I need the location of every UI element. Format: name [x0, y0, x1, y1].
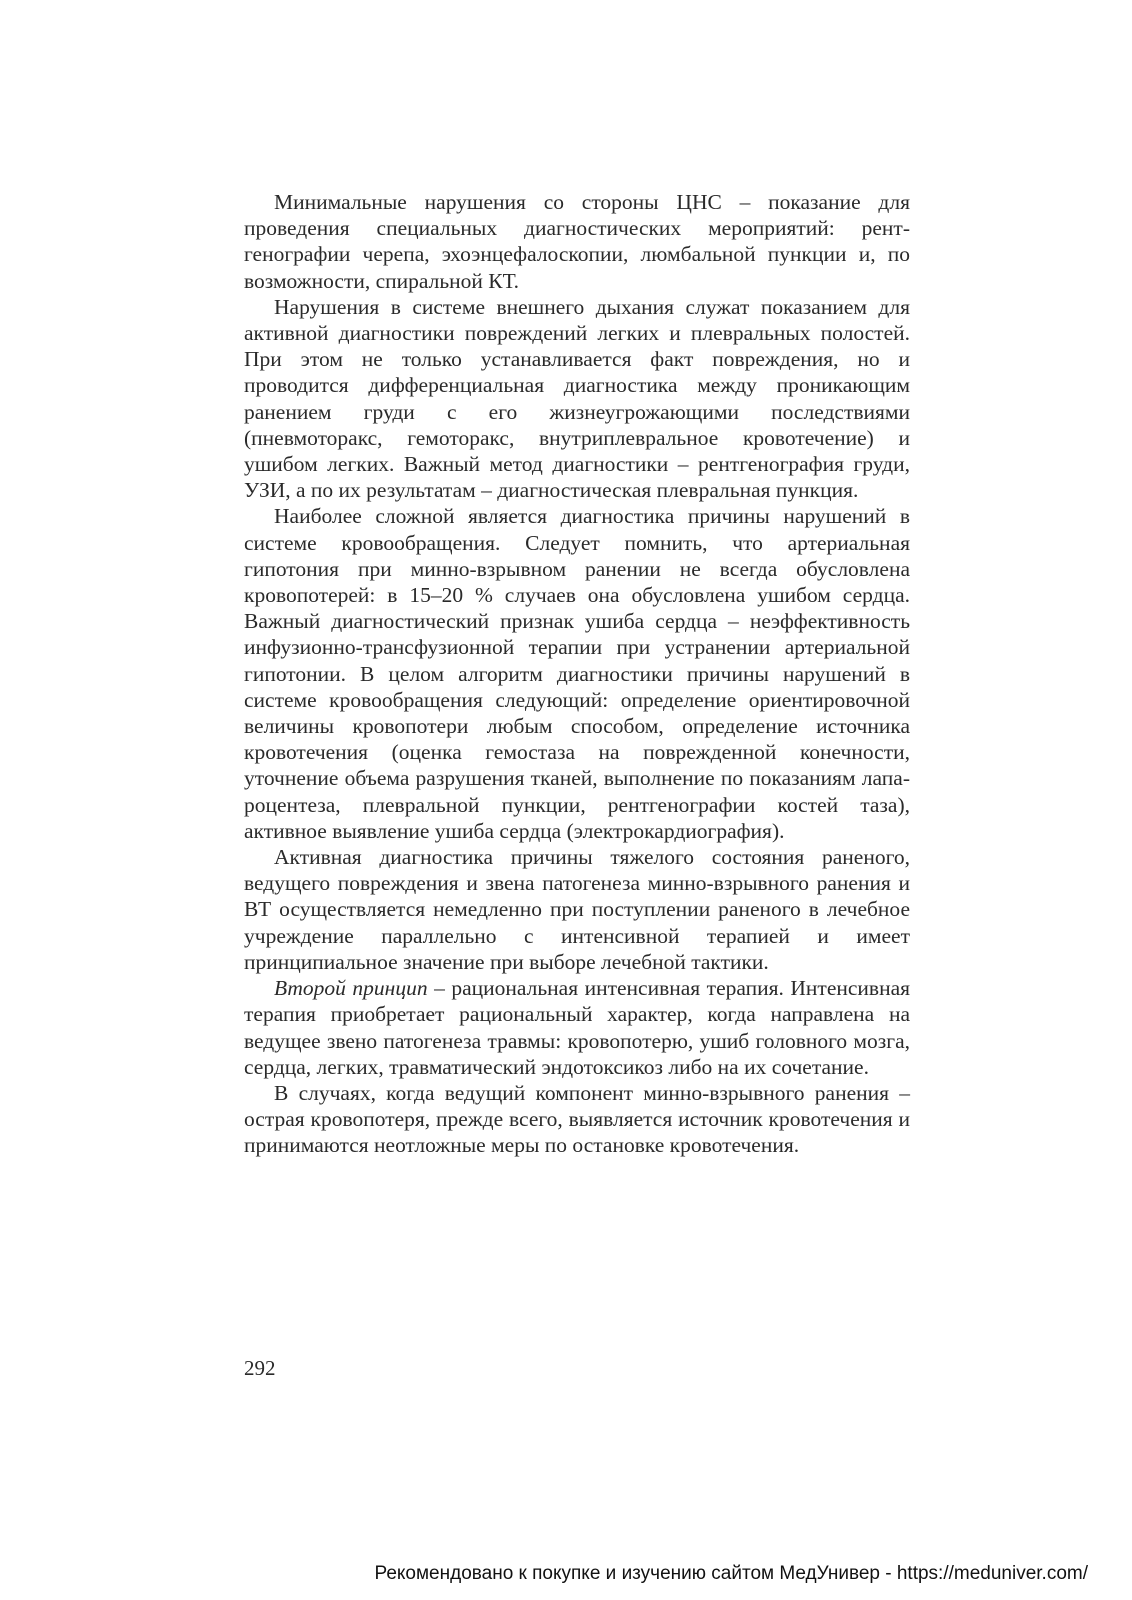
main-text — [244, 189, 910, 1159]
second-principle-text: – рациональная интенсивная терапия. Интенсивная терапия приобретает рациональный характер, когда направлена на ведущее звено патогенеза травмы: кровопотерю, ушиб головного мозга, сердца, легких, травматический эндотоксикоз либо на их сочетание. — [244, 976, 911, 1079]
paragraph-circulatory-disorders: Наиболее сложной является диагностика причины нарушений в системе кровообращения. Следует помнить, что артериальная гипотония при минно-взрывном ранении не всегда обусловлена кровопотерей: в 15–20 % случаев она обусловлена ушибом сердца. Важный диагностический признак ушиба сердца – неэффективность инфузионно-трансфузионной терапии при устранении артериальной гипотонии. В целом алгоритм диагностики причины нарушений в системе кровообращения следующий: определение ориентировочной величины кровопотери любым способом, определение источника кровотечения (оценка гемостаза на поврежденной конечности, уточнение объема разрушения тканей, выполнение по показаниям лапароцентеза, плевральной пункции, рентгенографии костей таза), активное выявление ушиба сердца (электрокардиография). — [244, 504, 910, 843]
page-number: 292 — [244, 1356, 276, 1380]
paragraph-blood-loss: В случаях, когда ведущий компонент минно-взрывного ранения – острая кровопотеря, прежде всего, выявляется источник кровотечения и принимаются неотложные меры по остановке кровотечения. — [244, 1080, 910, 1158]
paragraph-cns-disorders: Минимальные нарушения со стороны ЦНС – показание для проведения специальных диагностических мероприятий: рентгенографии черепа, эхоэнцефалоскопии, люмбальной пункции и, по возможности, спиральной КТ. — [244, 190, 910, 293]
paragraph-second-principle — [244, 975, 910, 1080]
watermark-link[interactable]: Рекомендовано к покупке и изучению сайтом МедУнивер - https://meduniver.com/ — [374, 1563, 1088, 1584]
second-principle-term: Второй принцип — [274, 976, 428, 1001]
paragraph-active-diagnostics: Активная диагностика причины тяжелого состояния раненого, ведущего повреждения и звена патогенеза минно-взрывного ранения и ВТ осуществляется немедленно при поступлении раненого в лечебное учреждение параллельно с интенсивной терапией и имеет принципиальное значение при выборе лечебной тактики. — [244, 845, 910, 974]
paragraph-respiratory-disorders: Нарушения в системе внешнего дыхания служат показанием для активной диагностики повреждений легких и плевральных полостей. При этом не только устанавливается факт повреждения, но и проводится дифференциальная диагностика между проникающим ранением груди с его жизнеугрожающими последствиями (пневмоторакс, гемоторакс, внутриплевральное кровотечение) и ушибом легких. Важный метод диагностики – рентгенография груди, УЗИ, а по их результатам – диагностическая плевральная пункция. — [244, 294, 910, 503]
